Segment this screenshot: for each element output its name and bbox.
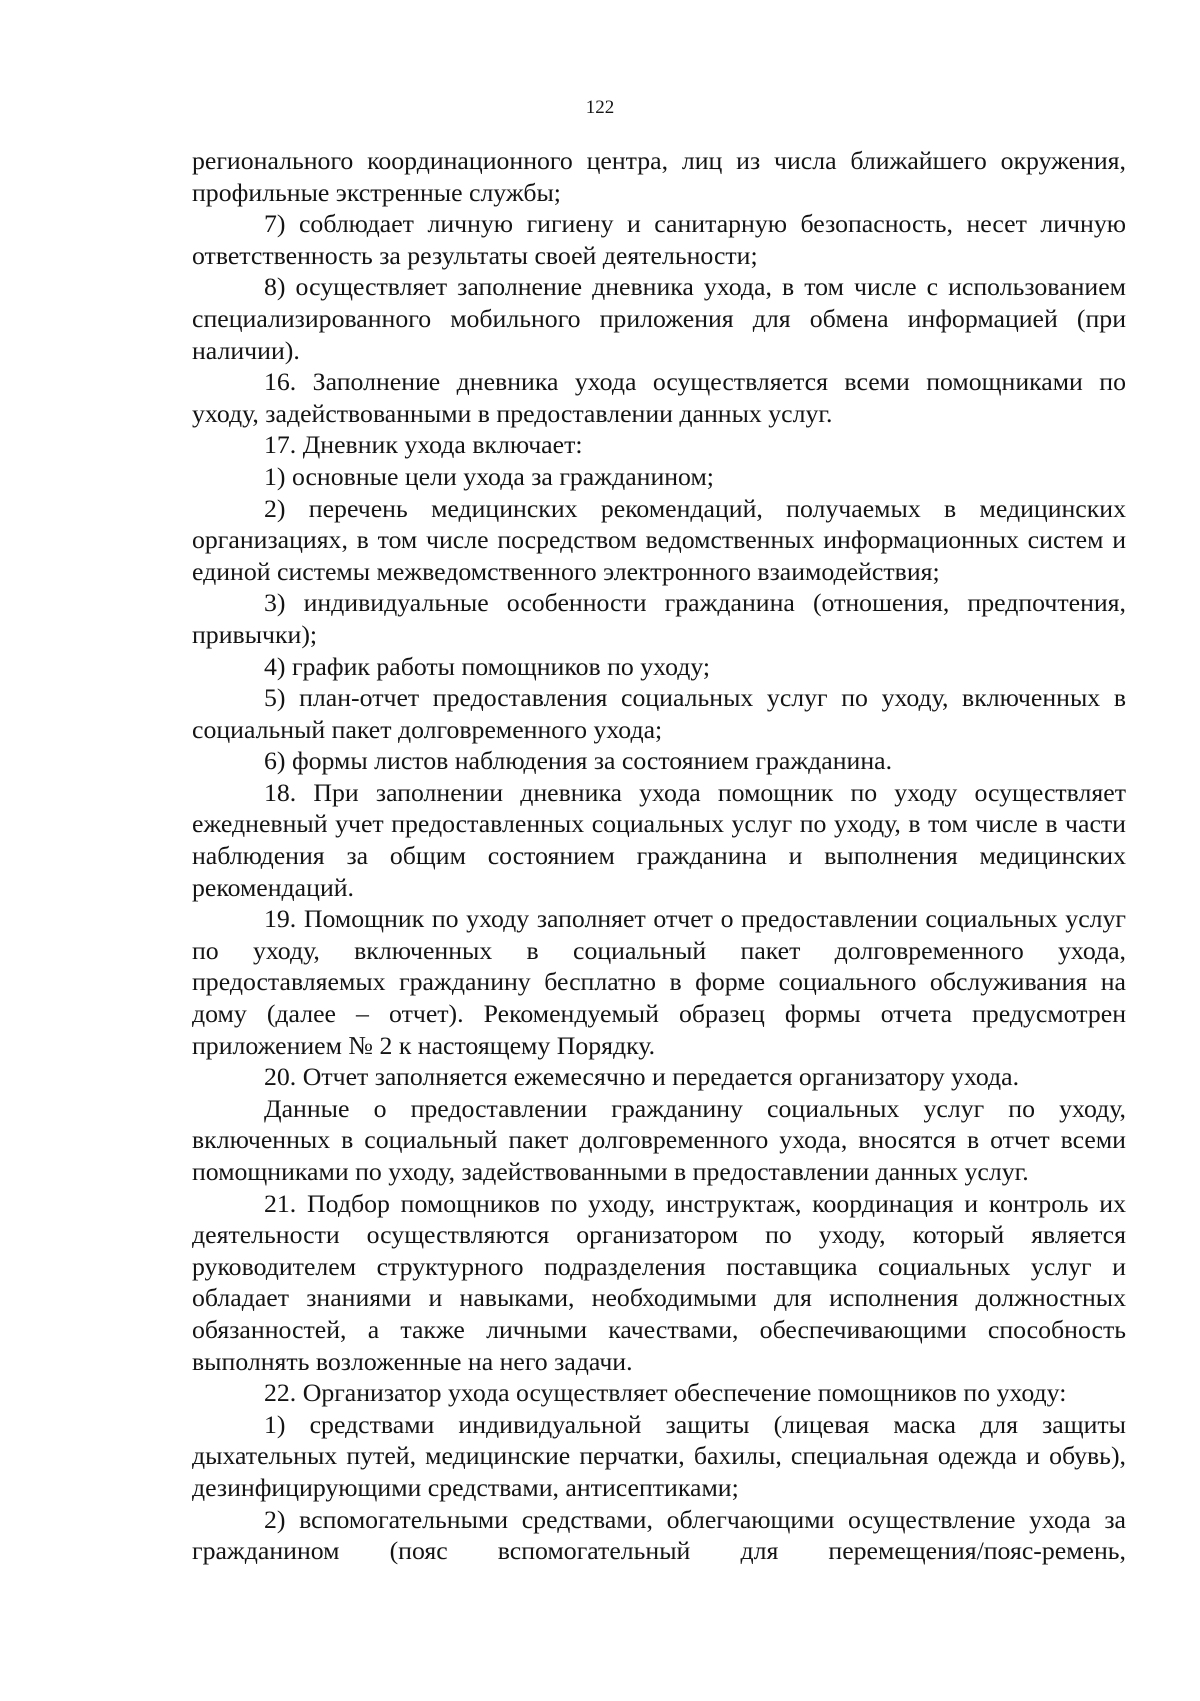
paragraph: 4) график работы помощников по уходу; (264, 651, 711, 681)
paragraph: 18. При заполнении дневника ухода помощник по уходу осуществляет ежедневный учет предоставленных социальных услуг по уходу, в том числе в части наблюдения за общим состоянием гражданина и выполнения медицинских рекомендаций. (192, 777, 1126, 902)
paragraph: 3) индивидуальные особенности гражданина (отношения, предпочтения, привычки); (192, 588, 1126, 649)
paragraph: 22. Организатор ухода осуществляет обеспечение помощников по уходу: (264, 1378, 1067, 1408)
paragraph: регионального координационного центра, лиц из числа ближайшего окружения, профильные экстренные службы; (192, 146, 1126, 207)
paragraph: 16. Заполнение дневника ухода осуществляется всеми помощниками по уходу, задействованными в предоставлении данных услуг. (192, 367, 1126, 428)
document-body (192, 145, 1126, 1567)
paragraph: 1) средствами индивидуальной защиты (лицевая маска для защиты дыхательных путей, медицинские перчатки, бахилы, специальная одежда и обувь), дезинфицирующими средствами, антисептиками; (192, 1409, 1126, 1502)
paragraph: 21. Подбор помощников по уходу, инструктаж, координация и контроль их деятельности осуществляются организатором по уходу, который является руководителем структурного подразделения поставщика социальных услуг и обладает знаниями и навыками, необходимыми для исполнения должностных обязанностей, а также личными качествами, обеспечивающими способность выполнять возложенные на него задачи. (192, 1188, 1126, 1376)
paragraph: 8) осуществляет заполнение дневника ухода, в том числе с использованием специализированного мобильного приложения для обмена информацией (при наличии). (192, 272, 1126, 365)
paragraph: 2) вспомогательными средствами, облегчающими осуществление ухода за гражданином (пояс вспомогательный для перемещения/пояс-ремень, (192, 1504, 1126, 1566)
paragraph: 19. Помощник по уходу заполняет отчет о предоставлении социальных услуг по уходу, включенных в социальный пакет долговременного ухода, предоставляемых гражданину бесплатно в форме социального обслуживания на дому (далее – отчет). Рекомендуемый образец формы отчета предусмотрен приложением № 2 к настоящему Порядку. (192, 904, 1126, 1060)
page-number: 122 (585, 97, 615, 118)
paragraph: 7) соблюдает личную гигиену и санитарную безопасность, несет личную ответственность за результаты своей деятельности; (192, 209, 1126, 270)
paragraph: 1) основные цели ухода за гражданином; (264, 461, 714, 491)
paragraph: Данные о предоставлении гражданину социальных услуг по уходу, включенных в социальный пакет долговременного ухода, вносятся в отчет всеми помощниками по уходу, задействованными в предоставлении данных услуг. (192, 1093, 1126, 1186)
paragraph: 20. Отчет заполняется ежемесячно и передается организатору ухода. (264, 1062, 1020, 1092)
paragraph: 5) план-отчет предоставления социальных услуг по уходу, включенных в социальный пакет долговременного ухода; (192, 683, 1126, 744)
paragraph: 6) формы листов наблюдения за состоянием гражданина. (264, 746, 893, 776)
paragraph: 17. Дневник ухода включает: (264, 430, 583, 460)
paragraph: 2) перечень медицинских рекомендаций, получаемых в медицинских организациях, в том числе посредством ведомственных информационных систем и единой системы межведомственного электронного взаимодействия; (192, 493, 1126, 586)
